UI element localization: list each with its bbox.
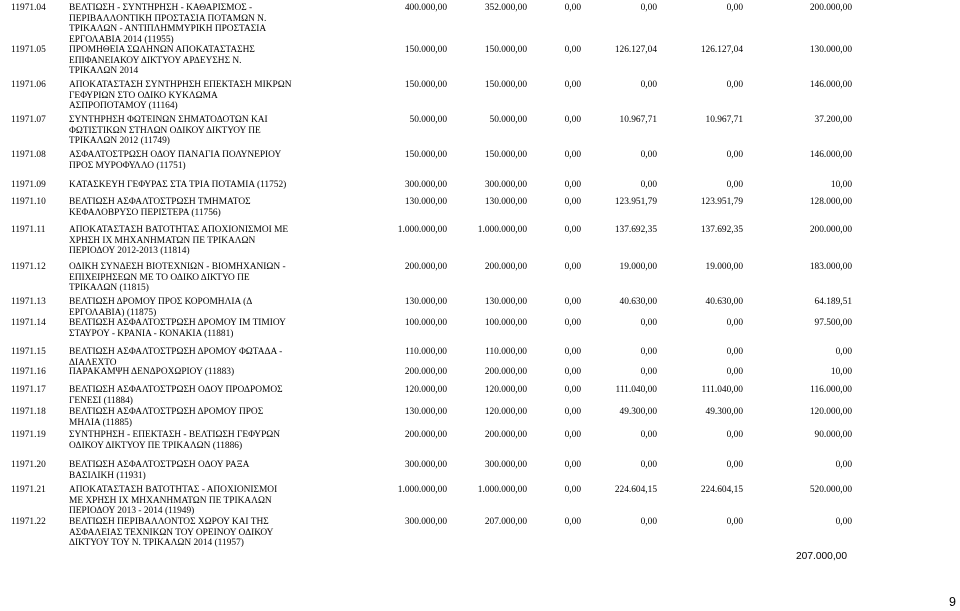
description-line: ΒΕΛΤΙΩΣΗ - ΣΥΝΤΗΡΗΣΗ - ΚΑΘΑΡΙΣΜΟΣ -: [69, 3, 253, 13]
value-col-4: 126.127,04: [614, 45, 657, 55]
value-col-2: 130.000,00: [484, 297, 527, 307]
row-description: [69, 367, 341, 378]
value-col-4: 0,00: [640, 517, 657, 527]
description-line: ΠΡΟΣ ΜΥΡΟΦΥΛΛΟ (11751): [69, 160, 186, 171]
row-description: [69, 407, 341, 428]
value-col-2: 130.000,00: [484, 197, 527, 207]
value-col-2: 150.000,00: [484, 45, 527, 55]
description-line: ΕΡΓΟΛΑΒΙΑ 2014 (11955): [69, 34, 174, 45]
value-col-4: 0,00: [640, 80, 657, 90]
value-col-5: 126.127,04: [700, 45, 743, 55]
value-col-6: 183.000,00: [809, 262, 852, 272]
value-col-2: 200.000,00: [484, 367, 527, 377]
value-col-1: 300.000,00: [404, 180, 447, 190]
value-col-6: 116.000,00: [810, 385, 852, 395]
page-total: 207.000,00: [796, 551, 847, 562]
description-line: ΕΠΙΧΕΙΡΗΣΕΩΝ ΜΕ ΤΟ ΟΔΙΚΟ ΔΙΚΤΥΟ ΠΕ: [69, 272, 250, 283]
value-col-3: 0,00: [564, 197, 581, 207]
row-description: [69, 197, 341, 218]
row-code: 11971.06: [11, 80, 46, 90]
row-description: [69, 485, 341, 517]
value-col-2: 110.000,00: [485, 347, 527, 357]
value-col-4: 0,00: [640, 3, 657, 13]
value-col-6: 128.000,00: [809, 197, 852, 207]
value-col-2: 100.000,00: [484, 318, 527, 328]
row-code: 11971.20: [11, 460, 46, 470]
description-line: ΤΡΙΚΑΛΩΝ - ΑΝΤΙΠΛΗΜΜΥΡΙΚΗ ΠΡΟΣΤΑΣΙΑ: [69, 24, 267, 35]
value-col-1: 150.000,00: [404, 45, 447, 55]
row-description: [69, 430, 341, 451]
value-col-6: 90.000,00: [814, 430, 852, 440]
description-line: ΒΕΛΤΙΩΣΗ ΑΣΦΑΛΤΟΣΤΡΩΣΗ ΟΔΟΥ ΡΑΞΑ: [69, 460, 250, 470]
description-line: ΤΡΙΚΑΛΩΝ 2012 (11749): [69, 136, 170, 147]
value-col-6: 37.200,00: [814, 115, 852, 125]
description-line: ΣΥΝΤΗΡΗΣΗ ΦΩΤΕΙΝΩΝ ΣΗΜΑΤΟΔΟΤΩΝ ΚΑΙ: [69, 115, 268, 125]
value-col-1: 110.000,00: [405, 347, 447, 357]
row-description: [69, 45, 341, 77]
description-line: ΓΕΝΕΣΙ (11884): [69, 395, 133, 406]
value-col-3: 0,00: [564, 225, 581, 235]
value-col-5: 0,00: [726, 3, 743, 13]
value-col-5: 0,00: [726, 367, 743, 377]
value-col-4: 0,00: [640, 347, 657, 357]
description-line: ΔΙΑΛΕΧΤΟ: [69, 357, 117, 368]
value-col-2: 207.000,00: [484, 517, 527, 527]
value-col-1: 300.000,00: [404, 517, 447, 527]
description-line: ΒΕΛΤΙΩΣΗ ΑΣΦΑΛΤΟΣΤΡΩΣΗ ΟΔΟΥ ΠΡΟΔΡΟΜΟΣ: [69, 385, 283, 395]
value-col-2: 300.000,00: [484, 460, 527, 470]
description-line: ΑΠΟΚΑΤΑΣΤΑΣΗ ΣΥΝΤΗΡΗΣΗ ΕΠΕΚΤΑΣΗ ΜΙΚΡΩΝ: [69, 80, 292, 90]
value-col-4: 0,00: [640, 180, 657, 190]
row-code: 11971.15: [11, 347, 46, 357]
row-code: 11971.09: [11, 180, 46, 190]
description-line: ΑΠΟΚΑΤΑΣΤΑΣΗ ΒΑΤΟΤΗΤΑΣ - ΑΠΟΧΙΟΝΙΣΜΟΙ: [69, 485, 278, 495]
value-col-5: 137.692,35: [700, 225, 743, 235]
value-col-3: 0,00: [564, 115, 581, 125]
row-description: [69, 262, 341, 294]
description-line: ΑΣΠΡΟΠΟΤΑΜΟΥ (11164): [69, 101, 178, 112]
value-col-5: 49.300,00: [705, 407, 743, 417]
description-line: ΒΕΛΤΙΩΣΗ ΔΡΟΜΟΥ ΠΡΟΣ ΚΟΡΟΜΗΛΙΑ (Δ: [69, 297, 253, 307]
value-col-1: 100.000,00: [404, 318, 447, 328]
description-line: ΚΕΦΑΛΟΒΡΥΣΟ ΠΕΡΙΣΤΕΡΑ (11756): [69, 207, 221, 218]
value-col-4: 49.300,00: [619, 407, 657, 417]
value-col-1: 1.000.000,00: [397, 225, 447, 235]
value-col-6: 120.000,00: [809, 407, 852, 417]
value-col-3: 0,00: [564, 297, 581, 307]
value-col-3: 0,00: [564, 318, 581, 328]
value-col-6: 0,00: [835, 460, 852, 470]
value-col-1: 150.000,00: [404, 80, 447, 90]
value-col-3: 0,00: [564, 407, 581, 417]
value-col-5: 0,00: [726, 180, 743, 190]
row-code: 11971.17: [11, 385, 46, 395]
value-col-4: 10.967,71: [619, 115, 657, 125]
description-line: ΒΕΛΤΙΩΣΗ ΑΣΦΑΛΤΟΣΤΡΩΣΗ ΔΡΟΜΟΥ ΠΡΟΣ: [69, 407, 264, 417]
value-col-3: 0,00: [564, 180, 581, 190]
row-code: 11971.21: [11, 485, 46, 495]
row-description: [69, 180, 341, 191]
row-code: 11971.14: [11, 318, 46, 328]
value-col-3: 0,00: [564, 460, 581, 470]
row-code: 11971.08: [11, 150, 46, 160]
value-col-1: 400.000,00: [404, 3, 447, 13]
row-description: [69, 225, 341, 257]
value-col-2: 200.000,00: [484, 262, 527, 272]
value-col-4: 0,00: [640, 150, 657, 160]
description-line: ΠΕΡΙΟΔΟΥ 2012-2013 (11814): [69, 246, 190, 257]
value-col-6: 146.000,00: [809, 80, 852, 90]
row-code: 11971.04: [11, 3, 46, 13]
description-line: ΠΡΟΜΗΘΕΙΑ ΣΩΛΗΝΩΝ ΑΠΟΚΑΤΑΣΤΑΣΗΣ: [69, 45, 255, 55]
row-code: 11971.13: [11, 297, 46, 307]
row-description: [69, 115, 341, 147]
value-col-3: 0,00: [564, 430, 581, 440]
value-col-4: 0,00: [640, 430, 657, 440]
value-col-3: 0,00: [564, 517, 581, 527]
value-col-3: 0,00: [564, 485, 581, 495]
description-line: ΕΠΙΦΑΝΕΙΑΚΟΥ ΔΙΚΤΥΟΥ ΑΡΔΕΥΣΗΣ Ν.: [69, 55, 242, 66]
row-description: [69, 150, 341, 171]
value-col-1: 300.000,00: [404, 460, 447, 470]
value-col-4: 137.692,35: [614, 225, 657, 235]
description-line: ΒΕΛΤΙΩΣΗ ΑΣΦΑΛΤΟΣΤΡΩΣΗ ΔΡΟΜΟΥ ΦΩΤΑΔΑ -: [69, 347, 283, 357]
value-col-3: 0,00: [564, 262, 581, 272]
description-line: ΑΠΟΚΑΤΑΣΤΑΣΗ ΒΑΤΟΤΗΤΑΣ ΑΠΟΧΙΟΝΙΣΜΟΙ ΜΕ: [69, 225, 289, 235]
row-code: 11971.11: [11, 225, 46, 235]
value-col-3: 0,00: [564, 347, 581, 357]
value-col-5: 19.000,00: [705, 262, 743, 272]
value-col-5: 10.967,71: [705, 115, 743, 125]
row-code: 11971.16: [11, 367, 46, 377]
value-col-5: 0,00: [726, 347, 743, 357]
value-col-3: 0,00: [564, 45, 581, 55]
description-line: ΑΣΦΑΛΕΙΑΣ ΤΕΧΝΙΚΩΝ ΤΟΥ ΟΡΕΙΝΟΥ ΟΔΙΚΟΥ: [69, 527, 274, 538]
row-description: [69, 517, 341, 549]
value-col-2: 200.000,00: [484, 430, 527, 440]
value-col-5: 111.040,00: [701, 385, 743, 395]
description-line: ΒΕΛΤΙΩΣΗ ΠΕΡΙΒΑΛΛΟΝΤΟΣ ΧΩΡΟΥ ΚΑΙ ΤΗΣ: [69, 517, 269, 527]
description-line: ΑΣΦΑΛΤΟΣΤΡΩΣΗ ΟΔΟΥ ΠΑΝΑΓΙΑ ΠΟΛΥΝΕΡΙΟΥ: [69, 150, 282, 160]
row-description: [69, 318, 341, 339]
description-line: ΓΕΦΥΡΙΩΝ ΣΤΟ ΟΔΙΚΟ ΚΥΚΛΩΜΑ: [69, 90, 218, 101]
value-col-4: 0,00: [640, 367, 657, 377]
value-col-3: 0,00: [564, 385, 581, 395]
value-col-4: 0,00: [640, 318, 657, 328]
value-col-6: 146.000,00: [809, 150, 852, 160]
value-col-6: 520.000,00: [809, 485, 852, 495]
value-col-4: 224.604,15: [614, 485, 657, 495]
value-col-2: 150.000,00: [484, 150, 527, 160]
value-col-1: 200.000,00: [404, 262, 447, 272]
value-col-1: 200.000,00: [404, 430, 447, 440]
value-col-6: 0,00: [835, 517, 852, 527]
description-line: ΜΕ ΧΡΗΣΗ ΙΧ ΜΗΧΑΝΗΜΑΤΩΝ ΠΕ ΤΡΙΚΑΛΩΝ: [69, 495, 272, 506]
value-col-5: 0,00: [726, 460, 743, 470]
row-description: [69, 347, 341, 368]
value-col-2: 352.000,00: [484, 3, 527, 13]
value-col-5: 0,00: [726, 318, 743, 328]
description-line: ΒΕΛΤΙΩΣΗ ΑΣΦΑΛΤΟΣΤΡΩΣΗ ΔΡΟΜΟΥ ΙΜ ΤΙΜΙΟΥ: [69, 318, 286, 328]
value-col-6: 0,00: [835, 347, 852, 357]
value-col-5: 0,00: [726, 80, 743, 90]
row-code: 11971.12: [11, 262, 46, 272]
value-col-1: 50.000,00: [409, 115, 447, 125]
value-col-3: 0,00: [564, 80, 581, 90]
value-col-5: 224.604,15: [700, 485, 743, 495]
description-line: ΟΔΙΚΗ ΣΥΝΔΕΣΗ ΒΙΟΤΕΧΝΙΩΝ - ΒΙΟΜΗΧΑΝΙΩΝ -: [69, 262, 286, 272]
value-col-1: 1.000.000,00: [397, 485, 447, 495]
description-line: ΤΡΙΚΑΛΩΝ 2014: [69, 66, 139, 77]
value-col-4: 40.630,00: [619, 297, 657, 307]
value-col-1: 130.000,00: [404, 197, 447, 207]
row-code: 11971.19: [11, 430, 46, 440]
value-col-2: 120.000,00: [484, 407, 527, 417]
value-col-3: 0,00: [564, 367, 581, 377]
value-col-5: 123.951,79: [700, 197, 743, 207]
description-line: ΕΡΓΟΛΑΒΙΑ) (11875): [69, 307, 157, 318]
description-line: ΟΔΙΚΟΥ ΔΙΚΤΥΟΥ ΠΕ ΤΡΙΚΑΛΩΝ (11886): [69, 440, 243, 451]
page-number: 9: [949, 595, 956, 609]
row-description: [69, 297, 341, 318]
description-line: ΧΡΗΣΗ ΙΧ ΜΗΧΑΝΗΜΑΤΩΝ ΠΕ ΤΡΙΚΑΛΩΝ: [69, 235, 256, 246]
row-code: 11971.07: [11, 115, 46, 125]
description-line: ΣΤΑΥΡΟΥ - ΚΡΑΝΙΑ - ΚΟΝΑΚΙΑ (11881): [69, 328, 234, 339]
row-description: [69, 3, 341, 45]
description-line: ΠΑΡΑΚΑΜΨΗ ΔΕΝΔΡΟΧΩΡΙΟΥ (11883): [69, 367, 235, 377]
value-col-5: 0,00: [726, 150, 743, 160]
value-col-6: 200.000,00: [809, 225, 852, 235]
description-line: ΔΙΚΤΥΟΥ ΤΟΥ Ν. ΤΡΙΚΑΛΩΝ 2014 (11957): [69, 538, 244, 549]
value-col-2: 1.000.000,00: [477, 485, 527, 495]
value-col-6: 10,00: [830, 180, 852, 190]
description-line: ΚΑΤΑΣΚΕΥΗ ΓΕΦΥΡΑΣ ΣΤΑ ΤΡΙΑ ΠΟΤΑΜΙΑ (11752): [69, 180, 287, 190]
row-code: 11971.18: [11, 407, 46, 417]
value-col-4: 111.040,00: [615, 385, 657, 395]
value-col-6: 10,00: [830, 367, 852, 377]
description-line: ΦΩΤΙΣΤΙΚΩΝ ΣΤΗΛΩΝ ΟΔΙΚΟΥ ΔΙΚΤΥΟΥ ΠΕ: [69, 125, 261, 136]
value-col-4: 19.000,00: [619, 262, 657, 272]
value-col-4: 123.951,79: [614, 197, 657, 207]
value-col-1: 130.000,00: [404, 407, 447, 417]
description-line: ΒΕΛΤΙΩΣΗ ΑΣΦΑΛΤΟΣΤΡΩΣΗ ΤΜΗΜΑΤΟΣ: [69, 197, 251, 207]
value-col-2: 120.000,00: [484, 385, 527, 395]
value-col-5: 0,00: [726, 517, 743, 527]
description-line: ΠΕΡΙΒΑΛΛΟΝΤΙΚΗ ΠΡΟΣΤΑΣΙΑ ΠΟΤΑΜΩΝ Ν.: [69, 13, 267, 24]
value-col-6: 130.000,00: [809, 45, 852, 55]
description-line: ΒΑΣΙΛΙΚΗ (11931): [69, 470, 146, 481]
value-col-1: 200.000,00: [404, 367, 447, 377]
row-description: [69, 460, 341, 481]
value-col-3: 0,00: [564, 3, 581, 13]
value-col-5: 40.630,00: [705, 297, 743, 307]
value-col-6: 97.500,00: [814, 318, 852, 328]
row-code: 11971.05: [11, 45, 46, 55]
value-col-1: 130.000,00: [404, 297, 447, 307]
row-description: [69, 80, 341, 112]
value-col-2: 50.000,00: [489, 115, 527, 125]
value-col-5: 0,00: [726, 430, 743, 440]
row-code: 11971.10: [11, 197, 46, 207]
value-col-6: 200.000,00: [809, 3, 852, 13]
value-col-3: 0,00: [564, 150, 581, 160]
row-description: [69, 385, 341, 406]
value-col-2: 1.000.000,00: [477, 225, 527, 235]
row-code: 11971.22: [11, 517, 46, 527]
value-col-4: 0,00: [640, 460, 657, 470]
value-col-1: 150.000,00: [404, 150, 447, 160]
description-line: ΜΗΛΙΑ (11885): [69, 417, 132, 428]
value-col-1: 120.000,00: [404, 385, 447, 395]
description-line: ΣΥΝΤΗΡΗΣΗ - ΕΠΕΚΤΑΣΗ - ΒΕΛΤΙΩΣΗ ΓΕΦΥΡΩΝ: [69, 430, 281, 440]
description-line: ΠΕΡΙΟΔΟΥ 2013 - 2014 (11949): [69, 506, 195, 517]
description-line: ΤΡΙΚΑΛΩΝ (11815): [69, 283, 149, 294]
value-col-2: 150.000,00: [484, 80, 527, 90]
value-col-6: 64.189,51: [814, 297, 852, 307]
value-col-2: 300.000,00: [484, 180, 527, 190]
